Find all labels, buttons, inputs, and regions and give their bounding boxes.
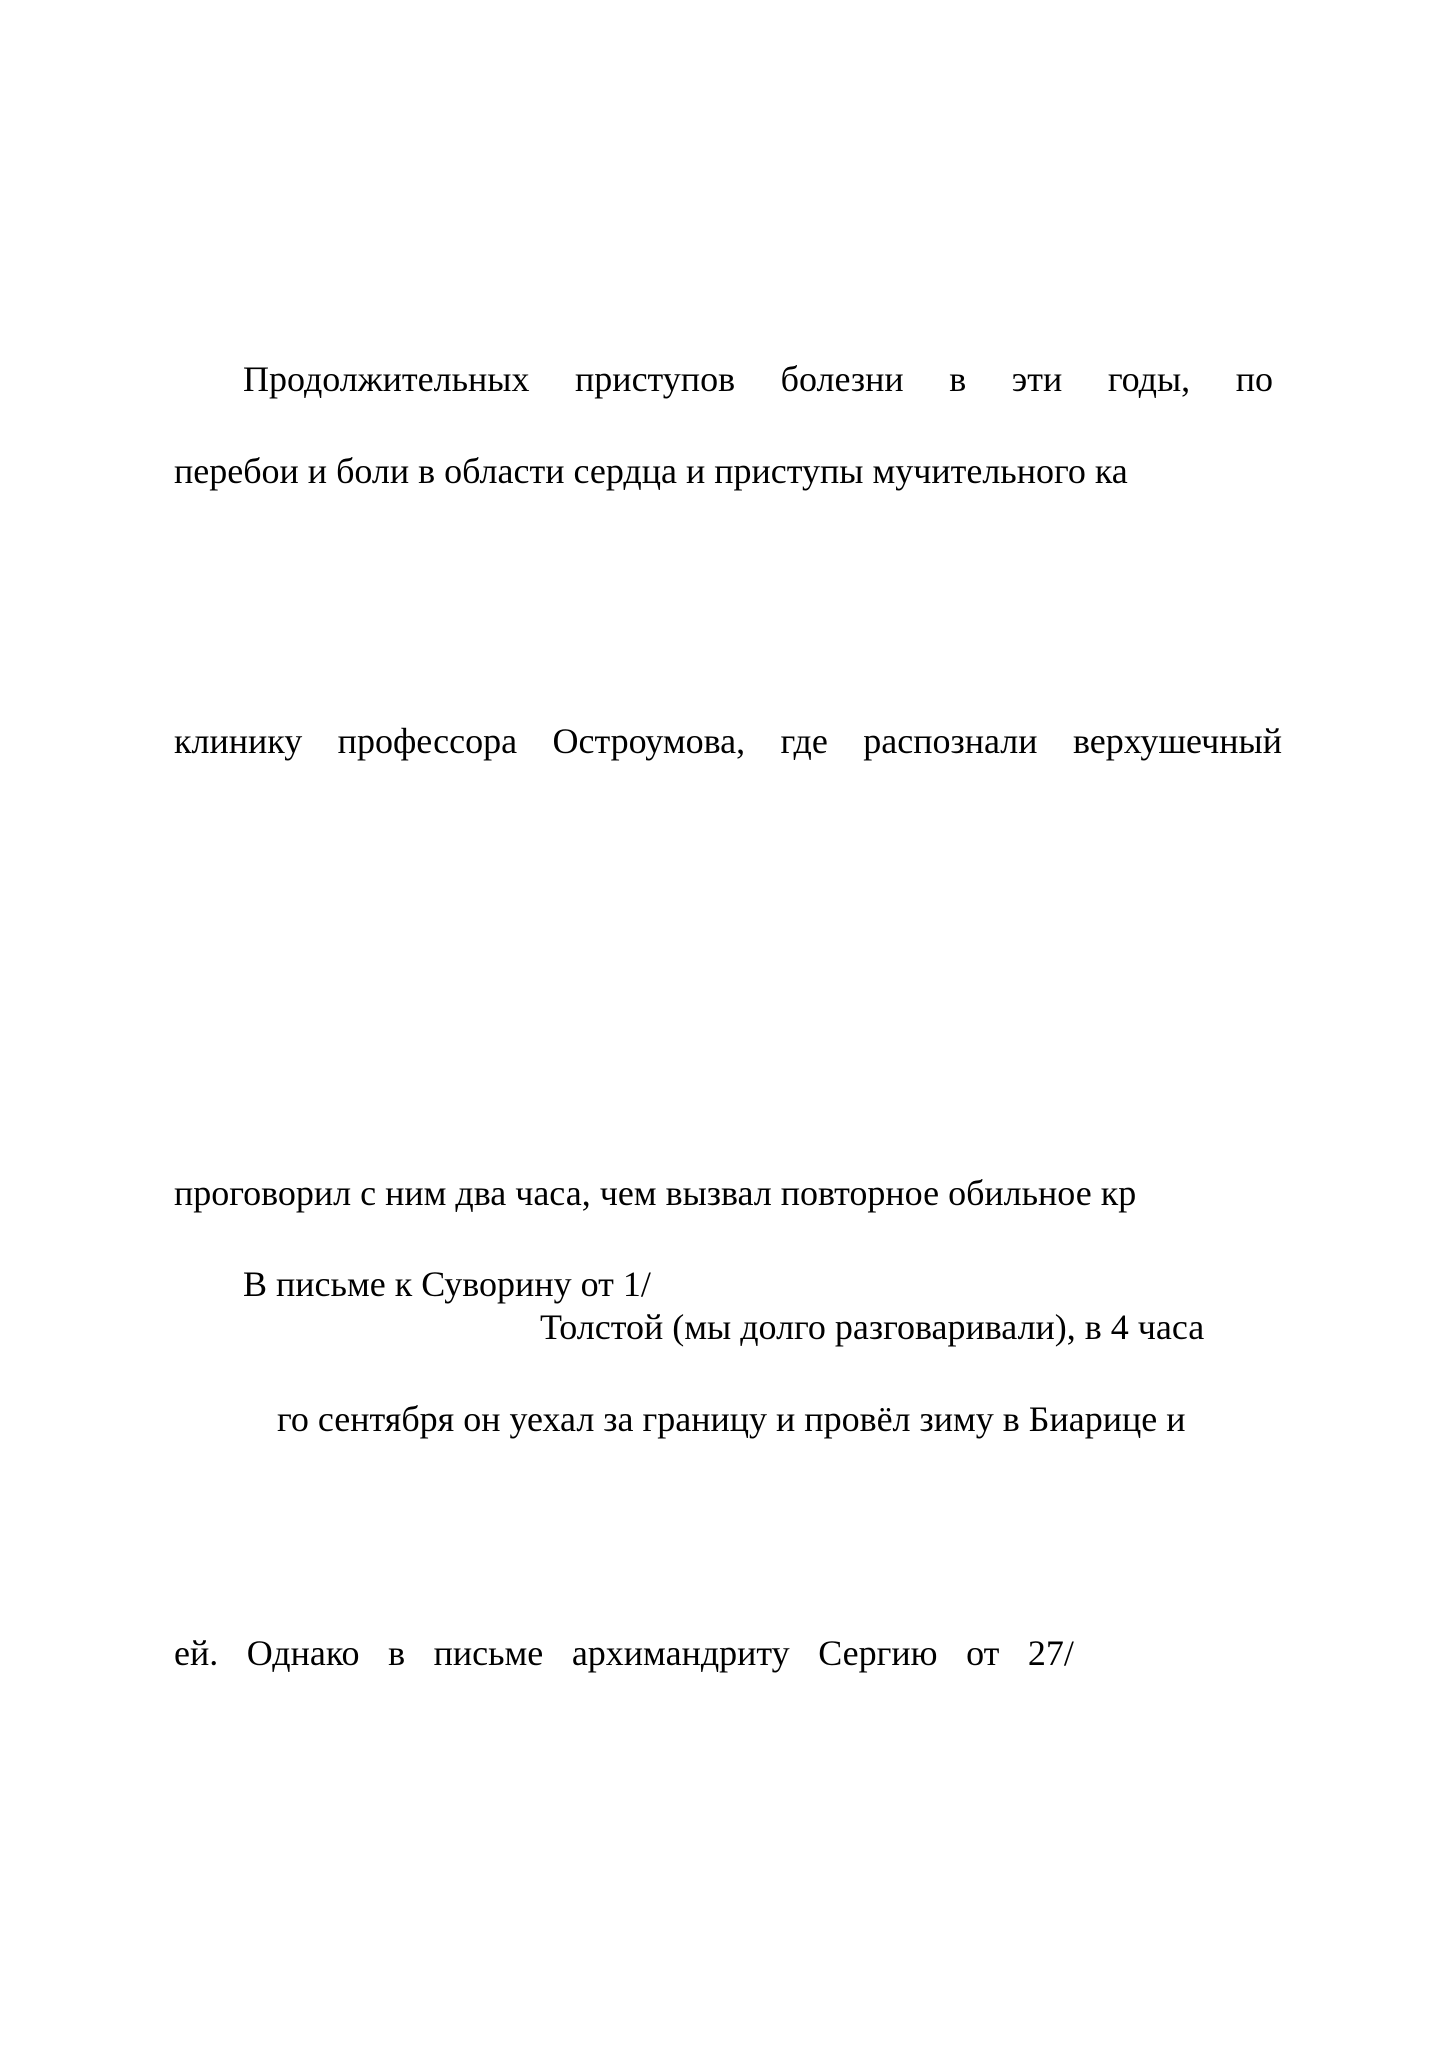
text-line-7: го сентября он уехал за границу и провёл зиму в Биарице и bbox=[277, 1399, 1186, 1439]
word: архимандриту bbox=[571, 1633, 790, 1673]
word: Остроумова, bbox=[552, 721, 746, 761]
word: приступов bbox=[575, 359, 736, 399]
text-line-3 bbox=[174, 719, 1282, 763]
text-line-1 bbox=[243, 357, 1273, 401]
word: 27/ bbox=[1027, 1633, 1074, 1673]
word: ей. bbox=[174, 1633, 219, 1673]
word: профессора bbox=[337, 721, 518, 761]
word: эти bbox=[1011, 359, 1063, 399]
word: годы, bbox=[1107, 359, 1191, 399]
word: где bbox=[780, 721, 828, 761]
word: по bbox=[1235, 359, 1273, 399]
word: Сергию bbox=[818, 1633, 938, 1673]
word: Продолжительных bbox=[243, 359, 530, 399]
word: верхушечный bbox=[1072, 721, 1282, 761]
word: письме bbox=[433, 1633, 544, 1673]
word: от bbox=[966, 1633, 1000, 1673]
word: распознали bbox=[863, 721, 1038, 761]
text-line-8 bbox=[174, 1631, 1074, 1675]
text-line-4: проговорил с ним два часа, чем вызвал повторное обильное кр bbox=[174, 1173, 1137, 1213]
text-line-5: В письме к Суворину от 1/ bbox=[243, 1264, 651, 1304]
word: клинику bbox=[174, 721, 303, 761]
word: болезни bbox=[780, 359, 904, 399]
word: Однако bbox=[246, 1633, 360, 1673]
word: в bbox=[388, 1633, 406, 1673]
text-line-2: перебои и боли в области сердца и приступы мучительного ка bbox=[174, 451, 1128, 491]
text-line-6: Толстой (мы долго разговаривали), в 4 часа bbox=[540, 1307, 1205, 1347]
word: в bbox=[949, 359, 967, 399]
